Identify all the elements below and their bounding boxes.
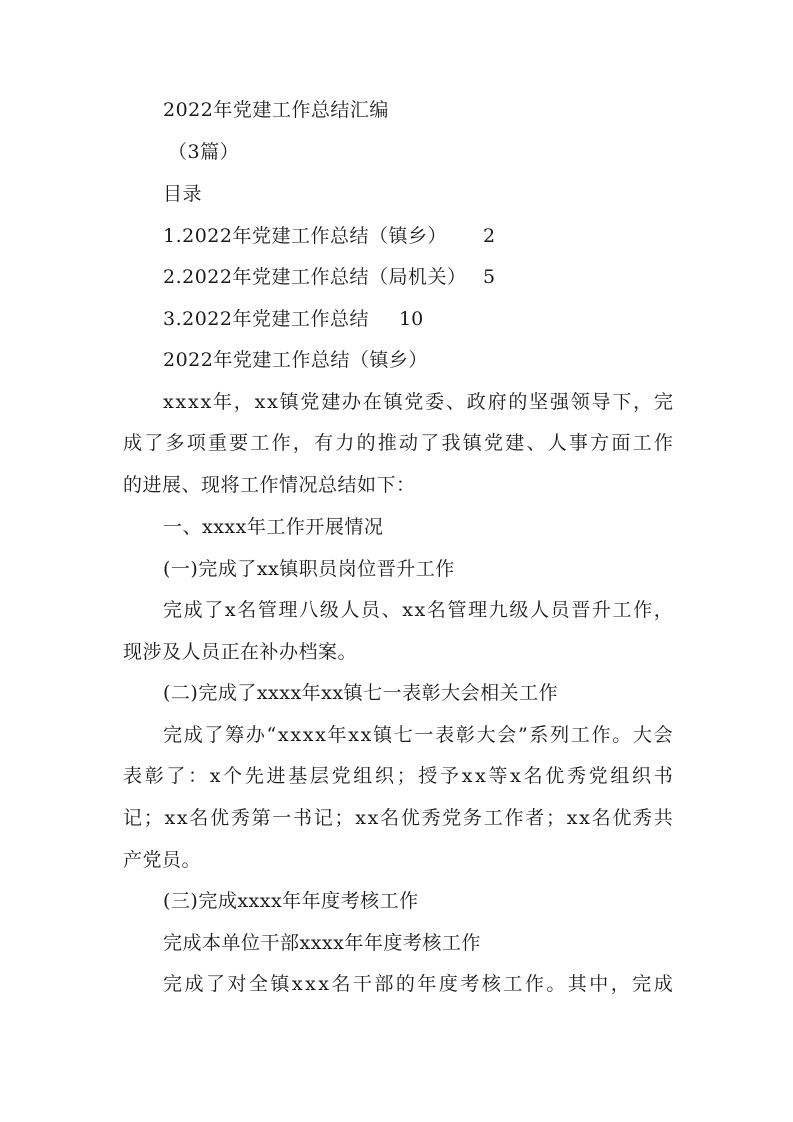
toc-item[interactable]	[163, 265, 466, 289]
intro-line: 的进展、现将工作情况总结如下：	[123, 474, 416, 496]
heading-1: 一、xxxx年工作开展情况	[163, 516, 384, 538]
toc-item[interactable]	[163, 307, 369, 331]
document-title: 2022年党建工作总结汇编	[163, 99, 389, 121]
subheading-2: (二)完成了xxxx年xx镇七一表彰大会相关工作	[163, 682, 559, 704]
toc-item-label: 3.2022年党建工作总结	[163, 308, 369, 330]
paragraph-line: 产党员。	[123, 849, 202, 871]
list-item: 完成本单位干部xxxx年年度考核工作	[163, 932, 481, 954]
toc-item-label: 2.2022年党建工作总结（局机关）	[163, 266, 467, 288]
toc-item-label: 1.2022年党建工作总结（镇乡）	[163, 225, 447, 247]
toc-heading: 目录	[163, 183, 203, 205]
subheading-3: (三)完成xxxx年年度考核工作	[163, 890, 419, 912]
toc-item-page: 2	[483, 225, 496, 247]
document-subtitle: （3篇）	[168, 141, 240, 163]
paragraph-line: 完 成 了 x 名 管 理 八 级 人 员 、 x x 名 管 理 九 级 人 员 晋 升 工 作 ，	[163, 599, 673, 621]
intro-line: 成 了 多 项 重 要 工 作 ， 有 力 的 推 动 了 我 镇 党 建 、 人 事 方 面 工 作	[123, 432, 673, 454]
intro-line: x x x x 年 ， x x 镇 党 建 办 在 镇 党 委 、 政 府 的 坚 强 领 导 下 ， 完	[163, 391, 673, 413]
paragraph-line: 表 彰 了 ： x 个 先 进 基 层 党 组 织 ； 授 予 x x 等 x 名 优 秀 党 组 织 书	[123, 765, 673, 787]
toc-item-page: 5	[483, 266, 496, 288]
toc-item[interactable]	[163, 224, 447, 248]
paragraph-line: 现涉及人员正在补办档案。	[123, 641, 358, 663]
subheading-1: (一)完成了xx镇职员岗位晋升工作	[163, 558, 455, 580]
paragraph-line: 完 成 了 对 全 镇 x x x 名 干 部 的 年 度 考 核 工 作 。 其 中 ， 完 成	[163, 973, 673, 995]
section-title: 2022年党建工作总结（镇乡）	[163, 349, 428, 371]
paragraph-line: 完 成 了 筹 办 “ x x x x 年 x x 镇 七 一 表 彰 大 会 ” 系 列 工 作 。 大 会	[163, 724, 673, 746]
toc-item-page: 10	[399, 308, 424, 330]
paragraph-line: 记 ； x x 名 优 秀 第 一 书 记 ； x x 名 优 秀 党 务 工 作 者 ； x x 名 优 秀 共	[123, 807, 673, 829]
